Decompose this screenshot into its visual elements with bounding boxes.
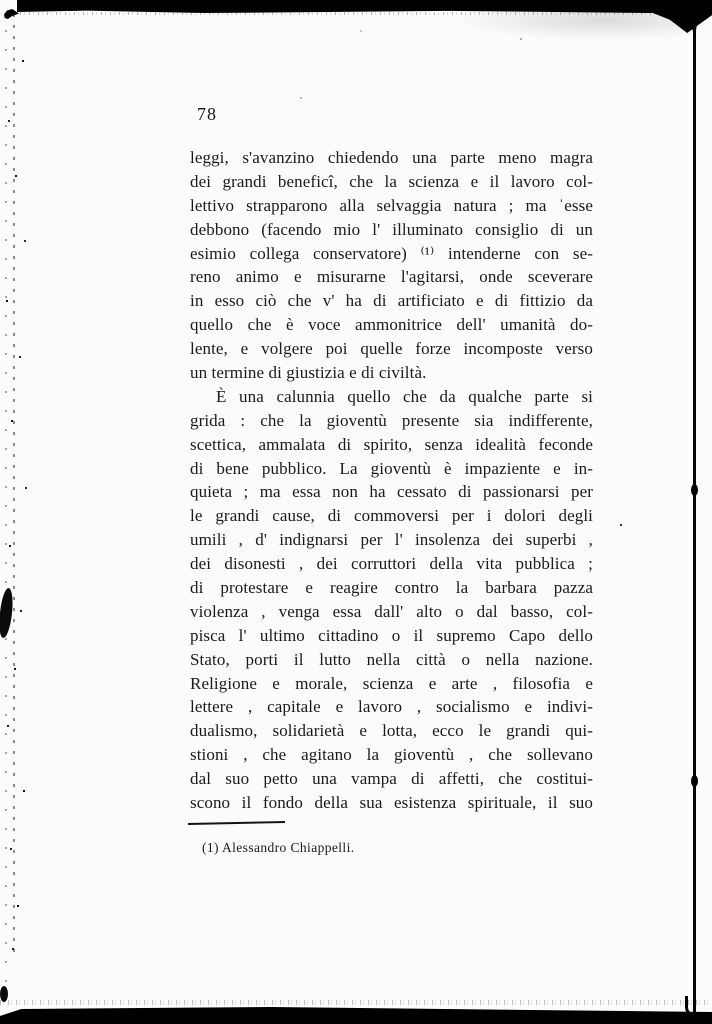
left-edge-ink-blob (0, 986, 8, 1002)
book-spine-line (693, 24, 696, 1014)
scan-specks (0, 0, 2, 2)
text-line: quello che è voce ammonitrice dell' umanità do- (190, 315, 593, 335)
scan-smudge (440, 12, 690, 42)
text-line: lettere , capitale e lavoro , socialismo e indivi- (190, 697, 593, 717)
text-line: reno animo e misurarne l'agitarsi, onde sceverare (190, 267, 593, 287)
text-line: scono il fondo della sua esistenza spirituale, il suo (190, 793, 593, 813)
text-line: È una calunnia quello che da qualche parte si (216, 386, 593, 406)
text-line: stioni , che agitano la gioventù , che sollevano (190, 745, 593, 765)
text-line: pisca l' ultimo cittadino o il supremo Capo dello (190, 625, 593, 645)
text-line: lente, e volgere poi quelle forze incomposte verso (190, 339, 593, 359)
text-line: di bene pubblico. La gioventù è impaziente e in- (190, 458, 593, 478)
text-line: dualismo, solidarietà e lotta, ecco le grandi qui- (190, 721, 593, 741)
text-line: dei disonesti , dei corruttori della vita pubblica ; (190, 554, 593, 574)
text-line: dei grandi beneficî, che la scienza e il lavoro col- (190, 171, 593, 191)
text-line: esimio collega conservatore) ⁽¹⁾ intenderne con se- (190, 243, 593, 263)
text-line: in esso ciò che v' ha di artificiato e di fittizio da (190, 291, 593, 311)
page-number: 78 (197, 104, 217, 124)
footnote-text: (1) Alessandro Chiappelli. (202, 840, 355, 855)
text-line: scettica, ammalata di spirito, senza idealità feconde (190, 434, 593, 454)
footnote-rule (188, 821, 285, 825)
scan-grit-bottom (0, 1000, 712, 1005)
left-edge-dotted-line (5, 30, 7, 990)
spine-ink-knot (691, 775, 698, 787)
text-line: Religione e morale, scienza e arte , filosofia e (190, 673, 593, 693)
text-line: umili , d' indignarsi per l' insolenza dei superbi , (190, 530, 593, 550)
text-line: un termine di giustizia e di civiltà. (190, 363, 427, 383)
text-line: grida : che la gioventù presente sia indifferente, (190, 410, 593, 430)
text-line: le grandi cause, di commoversi per i dolori degli (190, 506, 593, 526)
body-text (190, 146, 593, 815)
top-left-ink-mark (4, 9, 19, 19)
text-line: quieta ; ma essa non ha cessato di passionarsi per (190, 482, 593, 502)
text-line: di protestare e reagire contro la barbara pazza (190, 578, 593, 598)
left-edge-dotted-line (13, 14, 15, 954)
text-line: dal suo petto una vampa di affetti, che costitui- (190, 769, 593, 789)
text-line: leggi, s'avanzino chiedendo una parte meno magra (190, 148, 593, 167)
text-line: violenza , venga essa dall' alto o dal basso, col- (190, 601, 593, 621)
text-line: lettivo strapparono alla selvaggia natura ; ma ˈesse (190, 195, 593, 215)
scan-bottom-edge-bar (0, 1004, 712, 1024)
spine-ink-knot (691, 484, 698, 496)
text-line: debbono (facendo mio l' illuminato consiglio di un (190, 219, 593, 239)
text-line: Stato, porti il lutto nella città o nella nazione. (190, 649, 593, 669)
